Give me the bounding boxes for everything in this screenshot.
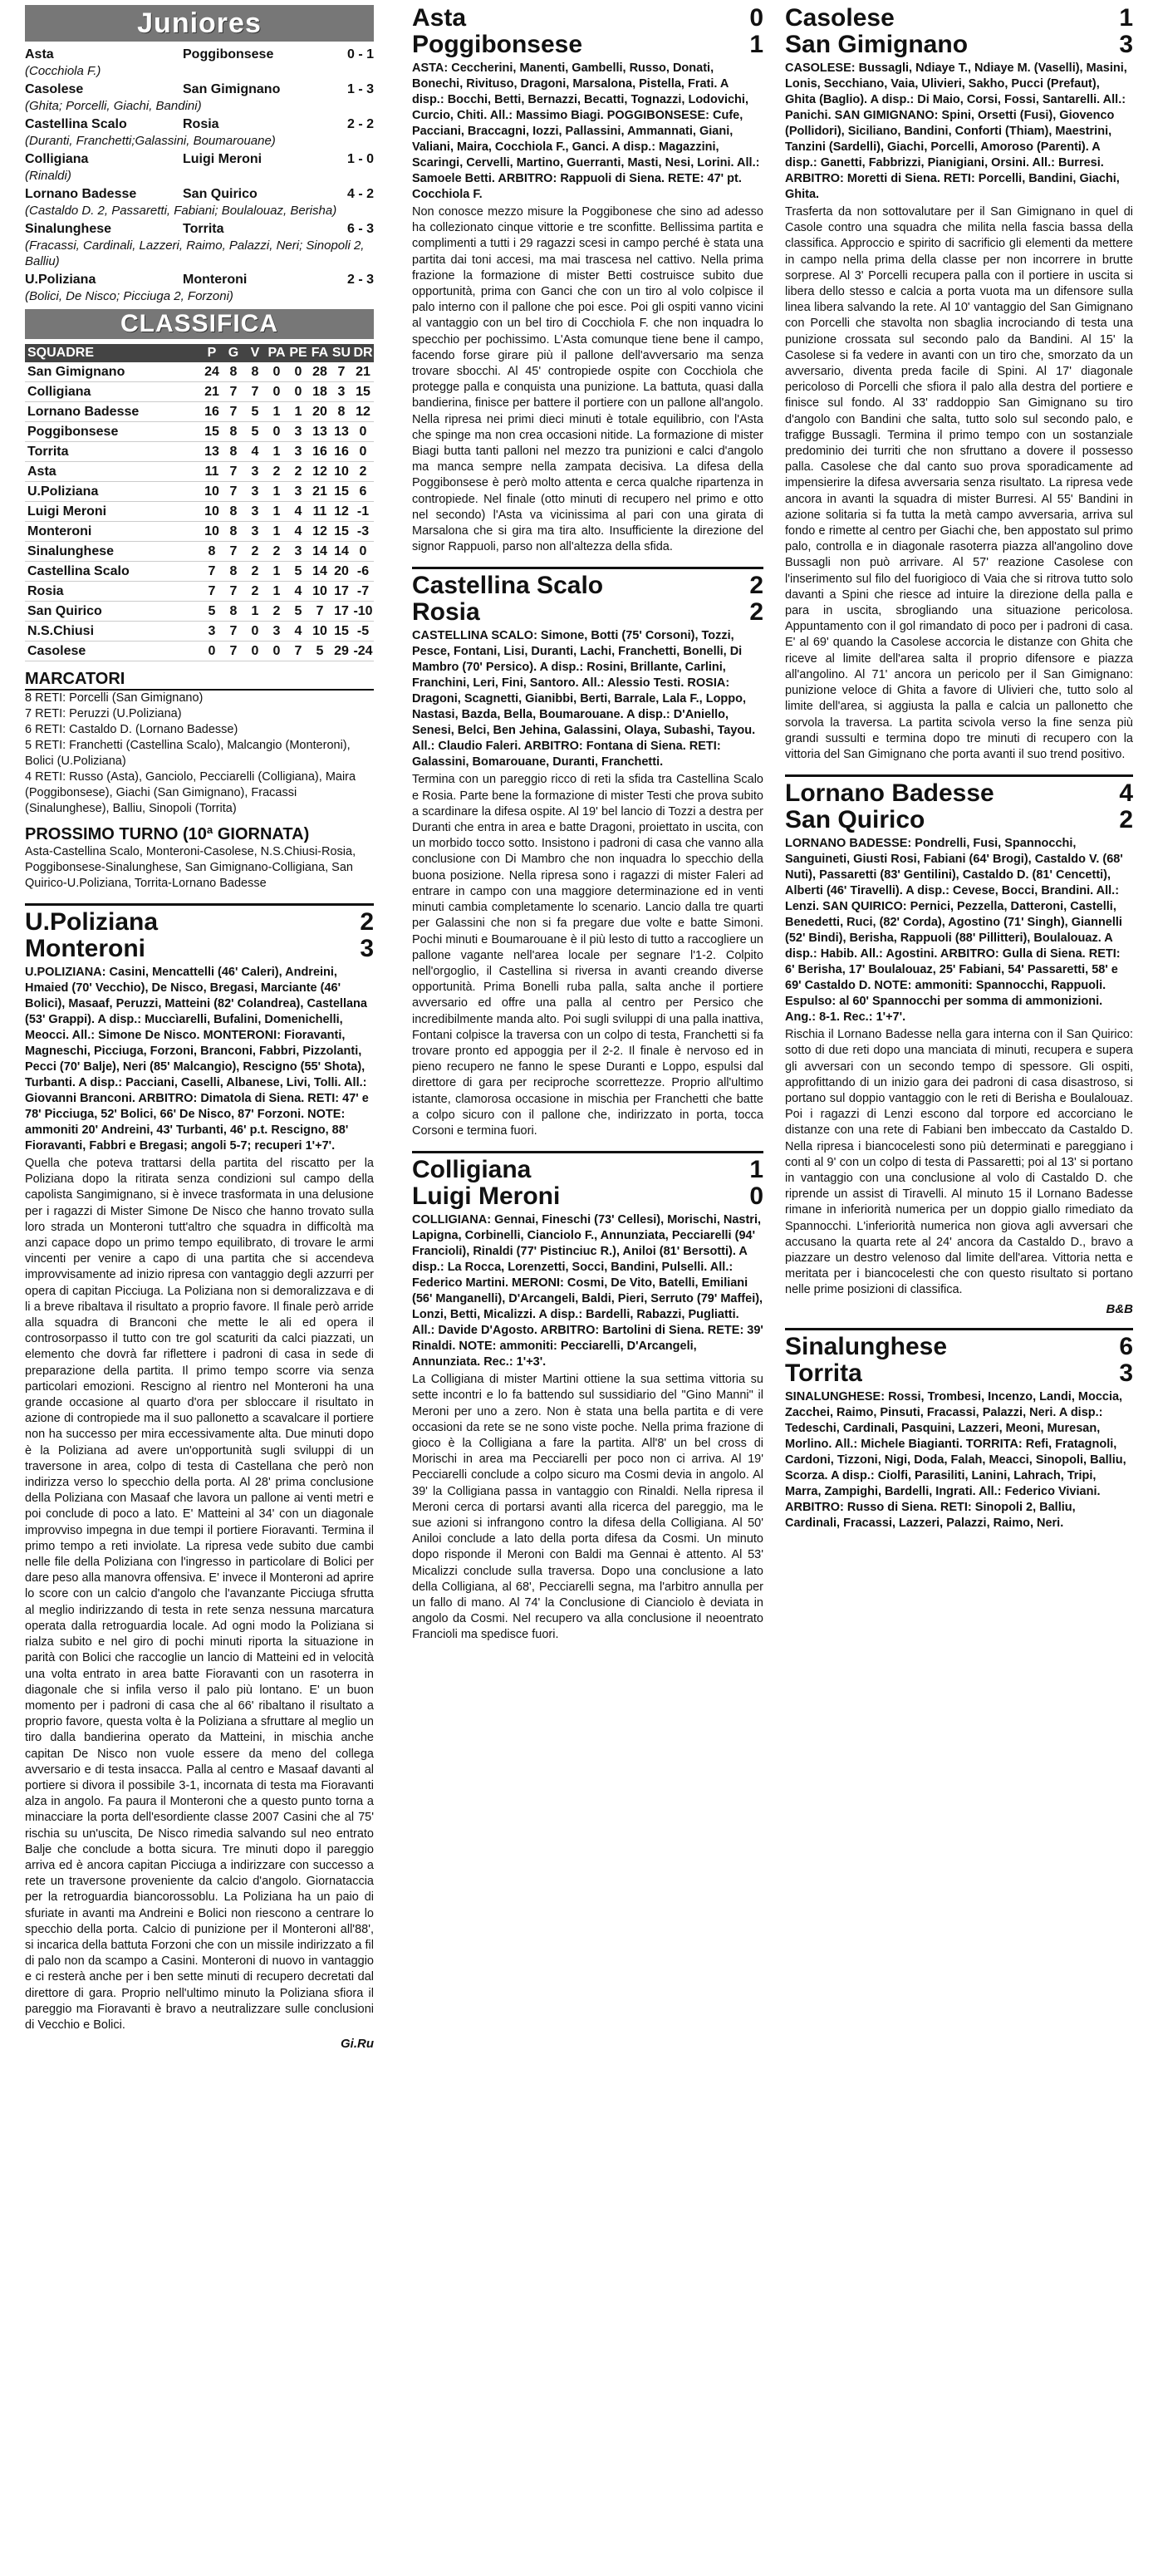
match-asta-poggibonsese <box>412 5 763 555</box>
match-poliziana-monteroni <box>25 903 374 2051</box>
match-away-row: Rosia 2 <box>412 598 763 627</box>
col-pe: PE <box>287 344 309 362</box>
col-pa: PA <box>266 344 287 362</box>
standings-header <box>25 344 374 362</box>
match-lornano-sanquirico <box>785 774 1133 1315</box>
result-row <box>25 272 374 288</box>
standings-cell: 15 <box>352 382 374 402</box>
standings-cell: 11 <box>309 502 331 522</box>
team-name: Asta <box>25 462 201 482</box>
standings-cell: 5 <box>244 422 266 442</box>
standings-cell: 2 <box>244 582 266 602</box>
standings-cell: 20 <box>331 562 352 582</box>
col-v: V <box>244 344 266 362</box>
standings-cell: 15 <box>331 482 352 502</box>
standings-cell: 7 <box>223 382 244 402</box>
standings-cell: 8 <box>223 362 244 382</box>
result-scorers: (Cocchiola F.) <box>25 64 101 78</box>
standings-cell: 0 <box>244 642 266 661</box>
standings-cell: 3 <box>287 442 309 462</box>
standings-cell: 1 <box>266 562 287 582</box>
standings-cell: 8 <box>223 502 244 522</box>
result-score: 6 - 3 <box>346 222 374 236</box>
standings-table <box>25 344 374 661</box>
standings-cell: 7 <box>223 582 244 602</box>
standings-cell: 15 <box>201 422 223 442</box>
result-score: 0 - 1 <box>346 47 374 61</box>
team-name: Sinalunghese <box>25 542 201 562</box>
standings-cell: 3 <box>287 422 309 442</box>
standings-row <box>25 422 374 442</box>
standings-row <box>25 622 374 642</box>
standings-cell: 5 <box>201 602 223 622</box>
match-report: Rischia il Lornano Badesse nella gara interna con il San Quirico: sotto di due reti dopo una manciata di minuti, recupera e supera gli avversari con un secondo tempo di spessore. Gli ospiti, approfittando di un inizio gara dei padroni di casa disastroso, si portano sul doppio vantaggio con le reti di Berisha e Boulalouaz. Poi i ragazzi di Lenzi escono dal torpore ed accorciano le distanze con una rete di Fabiani ben imbeccato da Castaldo D. Nella ripresa i biancocelesti sono più determinati e pareggiano i conti al 9' con un colpo di testa di Passaretti; poi al 13' si portano in vantaggio con una conclusione al volo di Castaldo D. che riprende un assist di Tiravelli. Al minuto 15 il Lornano Badesse rimane in inferiorità numerica per un doppio giallo rimediato da Spannocchi. L'inferiorità numerica non giova agli avversari che accusano la quarta rete al 24' ancora da Castaldo D., bravo a piazzare un destro velenoso dal limite dell'area. Vittoria netta e meritata per i biancocelesti che con questo risultato si portano nelle prime posizioni di classifica. <box>785 1028 1133 1297</box>
standings-cell: -24 <box>352 642 374 661</box>
standings-cell: 7 <box>287 642 309 661</box>
standings-cell: -7 <box>352 582 374 602</box>
standings-cell: 1 <box>266 402 287 422</box>
standings-cell: 12 <box>309 522 331 542</box>
match-home-row: Casolese 1 <box>785 5 1133 32</box>
standings-cell: 8 <box>223 602 244 622</box>
classifica-banner: CLASSIFICA <box>25 309 374 339</box>
standings-cell: 8 <box>244 362 266 382</box>
standings-cell: 3 <box>244 482 266 502</box>
standings-cell: 1 <box>266 482 287 502</box>
standings-cell: 8 <box>331 402 352 422</box>
standings-cell: 0 <box>287 362 309 382</box>
result-scorers: (Fracassi, Cardinali, Lazzeri, Raimo, Palazzi, Neri; Sinopoli 2, Balliu) <box>25 238 365 268</box>
standings-cell: 2 <box>287 462 309 482</box>
standings-cell: 14 <box>309 542 331 562</box>
standings-cell: 12 <box>309 462 331 482</box>
standings-cell: 0 <box>287 382 309 402</box>
standings-cell: 13 <box>331 422 352 442</box>
standings-cell: 15 <box>331 622 352 642</box>
match-away-row: Luigi Meroni 0 <box>412 1182 763 1211</box>
team-name: N.S.Chiusi <box>25 622 201 642</box>
result-away: Monteroni <box>183 273 248 287</box>
standings-cell: 7 <box>223 622 244 642</box>
standings-cell: 24 <box>201 362 223 382</box>
team-name: Poggibonsese <box>25 422 201 442</box>
col-squadre: SQUADRE <box>25 344 201 362</box>
standings-cell: 7 <box>201 582 223 602</box>
result-score: 2 - 3 <box>346 273 374 287</box>
standings-row <box>25 602 374 622</box>
standings-row <box>25 462 374 482</box>
standings-cell: 2 <box>244 562 266 582</box>
result-away: Poggibonsese <box>183 47 274 61</box>
match-lineup: SINALUNGHESE: Rossi, Trombesi, Incenzo, Landi, Moccia, Zacchei, Raimo, Pinsuti, Fracassi, Palazzi, Neri. A disp.: Tedeschi, Cardinali, Pasquini, Lazzeri, Meoni, Muresan, Morlino. All.: Michele Biagianti. TORRITA: Refi, Fratagnoli, Cardoni, Tizzoni, Nigi, Doda, Falah, Meacci, Sinopoli, Balliu, Scorza. A disp.: Ciolfi, Parasiliti, Lanini, Lahrach, Tripi, Marra, Zampighi, Bardelli, Ingrati. All.: Federico Viviani. ARBITRO: Russo di Siena. RETI: Sinopoli 2, Balliu, Cardinali, Fracassi, Lazzeri, Palazzi, Raimo, Neri. <box>785 1389 1126 1530</box>
standings-cell: 6 <box>352 482 374 502</box>
team-name: Lornano Badesse <box>25 402 201 422</box>
standings-row <box>25 482 374 502</box>
standings-cell: 10 <box>201 502 223 522</box>
column-right <box>777 5 1153 2576</box>
match-report: Quella che poteva trattarsi della partita del riscatto per la Poliziana dopo la ritirata senza condizioni sul campo della capolista Sangimignano, si è invece trasformata in una delusione per i ragazzi di Mister Simone De Nisco che hanno trovato sulla loro strada un Monteroni tutt'altro che squadra in difficoltà ma anzi capace dopo un primo tempo equilibrato, di trovare le armi vincenti per venire a capo di una partita che si accendeva improvvisamente ad inizio ripresa con vantaggio degli azzurri per opera di capitan Picciuga. La Poliziana non si demoralizzava e di li a breve ribaltava il risultato a proprio favore. Il finale però arride alla squadra di Branconi che mette le ali ed opera il controsorpasso il tutto con tre gol scaturiti da calci piazzati, un elemento che dovrà far riflettere i padroni di casa in sede di preparazione della partita. Il primo tempo scorre via senza particolari emozioni. Rescigno al rientro nel Monteroni ha una grande occasione al quarto d'ora per sbloccare il risultato in azione di contropiede ma il suo pallonetto a scavalcare il portiere non ha successo per mira eccessivamente alta. Due minuti dopo è la Poliziana ad avere un'opportunità sugli sviluppi di un traversone in area, colpo di testa di Castellana che però non indirizza verso lo specchio della porta. Al 28' prima conclusione della Poliziana con Masaaf che lavora un pallone ai venti metri e poi conclude di poco a lato. E' Matteini al 34' con un diagonale improvviso impegna in due tempi il portiere Fioravanti. Termina il primo tempo a reti inviolate. La ripresa vede subito due cambi nelle file della Poliziana con l'ingresso in particolare di Bolici per dare peso alla manovra offensiva. E' invece il Monteroni ad aprire lo score con un calcio d'angolo che l'avanzante Picciuga sfrutta al meglio indirizzando di testa in rete senza nessuna marcatura operata dalla retroguardia locale. Ad ogni modo la Poliziana si rialza subito e nel giro di pochi minuti riporta la situazione in parità con Bolici che raccoglie un lancio di Matteini ed in velocità una volta entrato in area batte Fioravanti con un rasoterra in diagonale che si infila verso il palo più lontano. E' un buon momento per i padroni di casa che al 66' ribaltano il risultato a proprio favore, questa volta è la Poliziana a sfruttare al meglio un tiro dalla bandierina operato da Matteini, in mischia anche capitan De Nisco non vuole essere da meno del collega avversario e di testa insacca. Palla al centro e Masaaf davanti al portiere si divora il possibile 3-1, incornata di testa ma Fioravanti alza in angolo. Fa paura il Monteroni che a questo punto torna a minacciare la porta dell'esordiente classe 2007 Casini che al 75' rischia su un'uscita, De Nisco rimedia salvando sul neo entrato Balje che conclude a botta sicura. Tre minuti dopo il pareggio arriva ed è ancora capitan Picciuga a indirizzare con successo a rete un traversone proveniente da calcio d'angolo. Giornataccia per la retroguardia biancorossoblu. La Poliziana ha un paio di sfuriate in avanti ma Andreini e Bolici non riescono a centrare lo specchio della porta. Calcio di punizione per il Monteroni all'88', si incarica della battuta Forzoni che con un missile indirizzato a fil di palo non da scampo a Casini. Monteroni di nuovo in vantaggio e ci resterà anche per i ben sette minuti di recupero decretati dal direttore di gara. Proprio nell'ultimo minuto la Poliziana sfiora il pareggio ma Fioravanti è bravo a neutralizzare sulle conclusioni di Vecchio e Bolici. <box>25 1157 374 2032</box>
standings-cell: 5 <box>244 402 266 422</box>
standings-cell: 13 <box>201 442 223 462</box>
standings-cell: 3 <box>266 622 287 642</box>
result-home: Casolese <box>25 82 84 96</box>
standings-cell: 18 <box>309 382 331 402</box>
standings-cell: 28 <box>309 362 331 382</box>
result-scorers: (Rinaldi) <box>25 169 71 183</box>
match-home-row: U.Poliziana 2 <box>25 908 374 936</box>
standings-cell: -6 <box>352 562 374 582</box>
standings-cell: 1 <box>244 602 266 622</box>
standings-row <box>25 582 374 602</box>
standings-cell: 0 <box>352 422 374 442</box>
standings-cell: 20 <box>309 402 331 422</box>
prossimo-turno-heading: PROSSIMO TURNO (10ª GIORNATA) <box>25 825 310 843</box>
result-away: Luigi Meroni <box>183 152 262 166</box>
match-colligiana-meroni <box>412 1151 763 1643</box>
team-name: Torrita <box>25 442 201 462</box>
column-middle <box>387 5 763 2576</box>
standings-cell: 3 <box>244 462 266 482</box>
prossimo-turno-text: Asta-Castellina Scalo, Monteroni-Casolese, N.S.Chiusi-Rosia, Poggibonsese-Sinalunghese, San Gimignano-Colligiana, San Quirico-U.Poliziana, Torrita-Lornano Badesse <box>25 845 356 890</box>
match-home-row: Lornano Badesse 4 <box>785 779 1133 808</box>
match-lineup: CASTELLINA SCALO: Simone, Botti (75' Corsoni), Tozzi, Pesce, Fontani, Lisi, Duranti, Lachi, Franchetti, Bonelli, Di Mambro (70' Persico). A disp.: Rosini, Brillante, Carlini, Franchini, Leri, Fini, Santoro. All.: Alessio Testi. ROSIA: Dragoni, Scagnetti, Gianibbi, Berti, Barrale, Lala F., Loppo, Nastasi, Bazda, Bella, Boumarouane. A disp.: D'Aniello, Senesi, Belci, Ben Jehina, Galassini, Olaya, Subashi, Tayou. All.: Claudio Faleri. ARBITRO: Fontana di Siena. RETI: Galassini, Bomarouane, Duranti, Franchetti. <box>412 629 756 769</box>
standings-cell: 0 <box>266 642 287 661</box>
standings-cell: 5 <box>287 602 309 622</box>
standings-cell: 2 <box>266 542 287 562</box>
standings-cell: 7 <box>223 402 244 422</box>
standings-cell: 14 <box>309 562 331 582</box>
marcatori-line: 6 RETI: Castaldo D. (Lornano Badesse) <box>25 723 238 736</box>
result-home: Colligiana <box>25 152 89 166</box>
match-lineup: COLLIGIANA: Gennai, Fineschi (73' Cellesi), Morischi, Nastri, Lapigna, Corbinelli, Cianciolo F., Annunziata, Pecciarelli (94' Francioli), Rinaldi (77' Pistinciuc R.), Aniloi (81' Bersotti). A disp.: La Rocca, Lorenzetti, Socci, Bandini, Pulselli. All.: Federico Martini. MERONI: Cosmi, De Vito, Batelli, Emiliani (56' Manganelli), D'Arcangeli, Baldi, Pieri, Serruto (79' Maffei), Lonzi, Betti, Micalizzi. A disp.: Bardelli, Rabazzi, Pugliatti. All.: Davide D'Agosto. ARBITRO: Bartolini di Siena. RETE: 39' Rinaldi. NOTE: ammoniti: Pecciarelli, D'Arcangeli, Annunziata. Rec.: 1'+3'. <box>412 1213 763 1369</box>
result-home: Asta <box>25 47 54 61</box>
standings-cell: 1 <box>266 502 287 522</box>
standings-cell: 13 <box>309 422 331 442</box>
col-dr: DR <box>352 344 374 362</box>
author-signature: B&B <box>1106 1301 1133 1316</box>
result-home: U.Poliziana <box>25 273 96 287</box>
standings-cell: 17 <box>331 602 352 622</box>
standings-cell: 21 <box>309 482 331 502</box>
standings-cell: 10 <box>201 522 223 542</box>
standings-cell: 16 <box>309 442 331 462</box>
match-home-row: Asta 0 <box>412 5 763 32</box>
standings-cell: 8 <box>223 422 244 442</box>
standings-cell: 0 <box>266 422 287 442</box>
match-away-row: Torrita 3 <box>785 1359 1133 1387</box>
result-home: Sinalunghese <box>25 222 112 236</box>
standings-cell: 1 <box>266 522 287 542</box>
standings-cell: 10 <box>309 622 331 642</box>
standings-cell: 0 <box>266 362 287 382</box>
result-away: San Gimignano <box>183 82 281 96</box>
standings-cell: 3 <box>201 622 223 642</box>
column-left <box>0 5 374 2576</box>
standings-cell: 11 <box>201 462 223 482</box>
standings-cell: 2 <box>266 462 287 482</box>
standings-cell: -3 <box>352 522 374 542</box>
match-report: La Colligiana di mister Martini ottiene la sua settima vittoria su sette incontri e lo fa battendo sul sussidiario del "Gino Manni" il Meroni per uno a zero. Non è stata una bella partita e di vere occasioni da rete se ne sono viste poche. Nella prima frazione di gioco è la Colligiana a fare la partita. All'8' un bel cross di Morischi in area ma Pecciarelli per poco non ci arriva. Al 19' Pecciarelli conclude a colpo sicuro ma Cosmi devia in angolo. Al 39' la Colligiana passa in vantaggio con Rinaldi. Nella ripresa il Meroni cerca di portarsi avanti alla ricerca del pareggio, ma le sue azioni si infrangono contro la difesa della Colligiana. Al 50' Aniloi conclude a lato della porta difesa da Cosmi. Un minuto dopo risponde il Meroni con Baldi ma Gennai è attento. Al 53' Micalizzi conclude sulla traversa. Dopo una conclusione a lato della Colligiana, al 68', Pecciarelli segna, ma l'arbitro annulla per un fallo di mano. Al 74' la Conclusione di Cianciolo è deviata in angolo da Cosmi. Nel recupero va alla conclusione il neoentrato Francioli ma spedisce fuori. <box>412 1373 763 1642</box>
standings-cell: 0 <box>201 642 223 661</box>
col-g: G <box>223 344 244 362</box>
standings-cell: 7 <box>244 382 266 402</box>
standings-cell: 16 <box>331 442 352 462</box>
result-away: Torrita <box>183 222 224 236</box>
standings-cell: 15 <box>331 522 352 542</box>
result-scorers: (Castaldo D. 2, Passaretti, Fabiani; Boulalouaz, Berisha) <box>25 204 337 218</box>
standings-cell: 10 <box>201 482 223 502</box>
col-f: FA <box>309 344 331 362</box>
standings-cell: 12 <box>352 402 374 422</box>
standings-row <box>25 402 374 422</box>
match-lineup: ASTA: Ceccherini, Manenti, Gambelli, Russo, Donati, Bonechi, Rivituso, Dragoni, Marsalona, Pistella, Frati. A disp.: Bocchi, Betti, Bernazzi, Becatti, Tognazzi, Lodovichi, Curcio, Chiti. All.: Massimo Biagi. POGGIBONSESE: Cufe, Pacciani, Braccagni, Iozzi, Pallassini, Ammannati, Giani, Valiani, Maira, Cocchiola F., Ganci. A disp.: Magazzini, Scaringi, Cervelli, Martino, Guerranti, Masti, Nesi, Lorini. All.: Samoele Betti. ARBITRO: Rappuoli di Siena. RETE: 47' pt. Cocchiola F. <box>412 61 760 201</box>
standings-cell: 3 <box>244 502 266 522</box>
standings-cell: 5 <box>287 562 309 582</box>
standings-cell: 3 <box>331 382 352 402</box>
standings-cell: 3 <box>287 542 309 562</box>
standings-cell: 8 <box>223 562 244 582</box>
result-home: Lornano Badesse <box>25 187 137 201</box>
result-away: San Quirico <box>183 187 258 201</box>
standings-cell: 17 <box>331 582 352 602</box>
standings-cell: 7 <box>223 482 244 502</box>
result-away: Rosia <box>183 117 219 131</box>
standings-cell: 3 <box>244 522 266 542</box>
standings-cell: 0 <box>266 382 287 402</box>
col-p: P <box>201 344 223 362</box>
match-report: Trasferta da non sottovalutare per il San Gimignano in quel di Casole contro una squadra che milita nella fascia bassa della classifica. Approccio e spirito di sacrificio gli elementi da mettere in campo nella prima della classe per non incorrere in brutte sorprese. Al 3' Porcelli recupera palla con il portiere in uscita si libera dello stesso e calcia a porta vuota ma un difensore sulla linea libera salvando la rete. Al 10' vantaggio del San Gimignano con Porcelli che stavolta non sbaglia incrociando di testa una punizione crossata sul secondo palo da Bandini. Al 15' la Casolese si fa vedere in avanti con un tiro che, smorzato da un avversario, diventa preda facile di Spini. Al 17' diagonale pericoloso di Porcelli che sfiora il palo alla destra del portiere e finisce sul fondo. Al 33' raddoppio San Gimignano su tiro d'angolo con Bandini che salta, tutto solo sul secondo palo, e trafigge Bussagli. Termina il primo tempo con un sostanziale predominio dei turriti che non sfruttano a dovere il possesso palla. Casolese che dal canto suo prova sporadicamente ad impensierire la difesa avversaria senza risultato. La ripresa vede ancora in avanti la squadra di mister Burresi. Al 55' Bandini in azione solitaria si fa tutta la metà campo avversaria, arriva sul fondo e rimette al centro per Giachi che, ben appostato sul primo palo, controlla e in diagonale rasoterra piazza all'angolino dove Bussagli non può arrivare. Al 57' reazione Casolese con l'inserimento sul filo del fuorigioco di Vaia che si ritrova tutto solo davanti a Spini che riesce ad intuire la direzione della palla e para in uscita, sbrogliando una situazione pericolosa. Appuntamento con il gol rimandato di poco per i padroni di casa. E' al 69' quando la Casolese accorcia le distanze con Ghita che riceve al limite dell'area salta il proprio difensore e piazza all'angolino. Al 71' ancora un pericolo per il San Gimignano: punizione veloce di Ghita a favore di Ulivieri che, tutto solo al limite dell'area, si aggiusta la palla e calcia un pallonetto che sorvola la traversa. La partita scivola verso la fine senza più grandi sussulti e termina dopo tre minuti di recupero con la vittoria del San Gimignano che porta avanti il suo trend positivo. <box>785 205 1133 761</box>
marcatori-heading: MARCATORI <box>25 670 374 691</box>
match-away-row: Monteroni 3 <box>25 935 374 962</box>
match-lineup: CASOLESE: Bussagli, Ndiaye T., Ndiaye M. (Vaselli), Masini, Lonis, Secchiano, Vaia, Ulivieri, Sakho, Pucci (Prefaut), Ghita (Baglio). A disp.: Di Maio, Corsi, Fossi, Santarelli. All.: Panichi. SAN GIMIGNANO: Spini, Orsetti (Fusi), Giovenco (Pollidori), Siciliano, Bandini, Conforti (Thiam), Maestrini, Tanzini (Sardelli), Giachi, Porcelli, Amoroso (Parenti). A disp.: Ganetti, Fabbrizzi, Pianigiani, Orsini. All.: Burresi. ARBITRO: Moretti di Siena. RETI: Porcelli, Bandini, Giachi, Ghita. <box>785 61 1127 201</box>
standings-cell: -5 <box>352 622 374 642</box>
team-name: Casolese <box>25 642 201 661</box>
team-name: Luigi Meroni <box>25 502 201 522</box>
col-su: SU <box>331 344 352 362</box>
standings-cell: 1 <box>266 582 287 602</box>
standings-cell: 8 <box>223 522 244 542</box>
standings-row <box>25 522 374 542</box>
standings-row <box>25 382 374 402</box>
match-report: Non conosce mezzo misure la Poggibonese che sino ad adesso ha collezionato cinque vittorie e tre sconfitte. Bellissima partita e complimenti a tutti i 29 ragazzi scesi in campo perché è stata una partita dai toni accesi, ma mai trascesa nel cattivo. Nella prima frazione la formazione di mister Betti costruisce subito due opportunità, prima con Ganci che con un tiro al volo colpisce il palo interno con il pallone che poi esce. Poi gli ospiti vanno vicini al vantaggio con un bel tiro di Cocchiola F. che non inquadra lo specchio per pochissimo. L'Asta comunque tiene bene il campo, facendo forse girare più il pallone dell'avversario ma senza trovare sbocchi. Al 45' contropiede ospite con Cocchiola che protegge palla e conquista una punizione. La battuta, quasi dalla bandierina, finisce per battere il portiere con un pallone all'angolo. Nella ripresa nei primi dieci minuti è totale equilibrio, con l'Asta che spinge ma non crea occasioni nitide. La formazione di mister Biagi butta tanti palloni nel mezzo tra punizioni e calci d'angolo ma manca sempre nella zampata decisiva. La difesa della Poggibonsese è però molto attenta e cerca qualche ripartenza in contropiede. Nel finale (otto minuti di recupero nel primo e otto nel secondo) l'Asta va vicinissima al pari con una girata di Marsalona che si gira ma tira alto. Insufficiente la direzione del signor Rappuoli, parso non all'altezza della sfida. <box>412 205 763 554</box>
standings-cell: 10 <box>309 582 331 602</box>
standings-cell: 1 <box>266 442 287 462</box>
standings-row <box>25 362 374 382</box>
team-name: Rosia <box>25 582 201 602</box>
match-lineup: U.POLIZIANA: Casini, Mencattelli (46' Caleri), Andreini, Hmaied (70' Vecchio), De Nisco, Bregasi, Marciante (46' Bolici), Masaaf, Peruzzi, Matteini (82' Colandrea), Castellana (53' Grappi). A disp.: Muccìarelli, Bufalini, Domenichelli, Meocci. All.: Simone De Nisco. MONTERONI: Fioravanti, Magneschi, Picciuga, Forzoni, Branconi, Fabbri, Pizzolanti, Pecci (70' Balje), Neri (85' Malcangio), Rescigno (55' Shota), Turbanti. A disp.: Pacciani, Caselli, Albanese, Livi, Tolli. All.: Giovanni Branconi. ARBITRO: Dimatola di Siena. RETI: 47' e 78' Picciuga, 52' Bolici, 66' De Nisco, 87' Forzoni. NOTE: ammoniti 20' Andreini, 43' Turbanti, 46' p.t. Rescigno, 88' Fioravanti, Fabbri e Bregasi; angoli 5-7; recuperi 1'+7'. <box>25 966 369 1153</box>
team-name: Colligiana <box>25 382 201 402</box>
standings-body <box>25 362 374 661</box>
result-score: 1 - 3 <box>346 82 374 96</box>
standings-cell: 8 <box>201 542 223 562</box>
standings-cell: 0 <box>352 542 374 562</box>
match-home-row: Colligiana 1 <box>412 1156 763 1184</box>
standings-cell: 2 <box>266 602 287 622</box>
juniores-banner: Juniores <box>25 5 374 42</box>
result-home: Castellina Scalo <box>25 117 127 131</box>
standings-row <box>25 442 374 462</box>
match-sinalunghese-torrita <box>785 1328 1133 1531</box>
standings-cell: 16 <box>201 402 223 422</box>
match-away-row: Poggibonsese 1 <box>412 31 763 58</box>
standings-cell: -10 <box>352 602 374 622</box>
standings-cell: 7 <box>309 602 331 622</box>
match-lineup: LORNANO BADESSE: Pondrelli, Fusi, Spannocchi, Sanguineti, Giusti Rosi, Fabiani (64' Brogi), Castaldo V. (68' Nuti), Passaretti (83' Gentilini), Castaldo D. (81' Cencetti), Alberti (46' Tiravelli). A disp.: Cevese, Bocci, Brandini. All.: Lenzi. SAN QUIRICO: Pernici, Pezzella, Datteroni, Castelli, Benedetti, Ruci, (82' Corda), Agostino (71' Singh), Giannelli (52' Bindi), Berisha, Rappuoli (88' Pillitteri), Boulalouaz. A disp.: Habib. All.: Agostini. ARBITRO: Gulla di Siena. RETI: 6' Berisha, 17' Boulalouaz, 25' Fabiani, 54' Passaretti, 58' e 69' Castaldo D. NOTE: ammoniti: Spannocchi, Rappuoli. Espulso: al 60' Spannocchi per somma di ammonizioni. Ang.: 8-1. Rec.: 1'+7'. <box>785 837 1123 1025</box>
standings-cell: 29 <box>331 642 352 661</box>
standings-cell: 7 <box>331 362 352 382</box>
match-casolese-sangimignano <box>785 5 1133 763</box>
standings-cell: -1 <box>352 502 374 522</box>
standings-row <box>25 502 374 522</box>
standings-cell: 0 <box>244 622 266 642</box>
standings-cell: 4 <box>244 442 266 462</box>
standings-row <box>25 542 374 562</box>
match-home-row: Sinalunghese 6 <box>785 1332 1133 1360</box>
standings-cell: 7 <box>223 642 244 661</box>
standings-cell: 7 <box>201 562 223 582</box>
standings-cell: 5 <box>309 642 331 661</box>
marcatori-line: 5 RETI: Franchetti (Castellina Scalo), Malcangio (Monteroni), Bolici (U.Poliziana) <box>25 739 351 768</box>
standings-cell: 4 <box>287 622 309 642</box>
standings-cell: 14 <box>331 542 352 562</box>
marcatori-line: 8 RETI: Porcelli (San Gimignano) <box>25 691 204 705</box>
standings-cell: 1 <box>287 402 309 422</box>
team-name: San Quirico <box>25 602 201 622</box>
standings-cell: 4 <box>287 502 309 522</box>
team-name: U.Poliziana <box>25 482 201 502</box>
standings-cell: 8 <box>223 442 244 462</box>
standings-cell: 21 <box>201 382 223 402</box>
standings-cell: 4 <box>287 582 309 602</box>
standings-cell: 21 <box>352 362 374 382</box>
standings-cell: 0 <box>352 442 374 462</box>
standings-cell: 7 <box>223 542 244 562</box>
result-score: 2 - 2 <box>346 117 374 131</box>
marcatori-line: 4 RETI: Russo (Asta), Ganciolo, Pecciarelli (Colligiana), Maira (Poggibonsese), Giachi (San Gimignano), Fracassi (Sinalunghese), Balliu, Sinopoli (Torrita) <box>25 770 356 815</box>
result-scorers: (Bolici, De Nisco; Picciuga 2, Forzoni) <box>25 289 233 303</box>
author-signature: Gi.Ru <box>341 2037 374 2052</box>
standings-cell: 10 <box>331 462 352 482</box>
result-row <box>25 151 374 168</box>
standings-cell: 2 <box>352 462 374 482</box>
result-scorers: (Duranti, Franchetti;Galassini, Boumarouane) <box>25 134 276 148</box>
standings-cell: 4 <box>287 522 309 542</box>
standings-cell: 3 <box>287 482 309 502</box>
team-name: Castellina Scalo <box>25 562 201 582</box>
result-row <box>25 47 374 63</box>
standings-cell: 7 <box>223 462 244 482</box>
match-away-row: San Gimignano 3 <box>785 31 1133 58</box>
standings-cell: 12 <box>331 502 352 522</box>
marcatori-line: 7 RETI: Peruzzi (U.Poliziana) <box>25 707 182 720</box>
match-report: Termina con un pareggio ricco di reti la sfida tra Castellina Scalo e Rosia. Parte bene la formazione di mister Testi che prova subito a scardinare la difesa ospite. Al 19' bel lancio di Tozzi a destra per Duranti che entra in area e batte Dragoni, proiettato in uscita, con un morbido tocco sotto. Insistono i padroni di casa che vanno alla conclusione con Di Mambro che non inquadra lo specchio della buona posizione. Nella ripresa sono i ragazzi di mister Faleri ad entrare in campo con una maggiore determinazione ed in venti minuti cambia completamente lo scenario. Lancio dalla tre quarti per Galassini che non si fa pregare due volte e batte Simoni. Pochi minuti e Boumarouane è il più lesto di tutto a raccogliere un pallone vagante nell'area locale per segnare l'1-2. Colpito nell'orgoglio, il Castellina si riversa in avanti creando diverse opportunità. Prima Bonelli ruba palla, salta anche il portiere avversario ed offre una palla al centro per Persico che incredibilmente manda alto. Poi sugli sviluppi di una palla inattiva, Fontani colpisce la traversa con un colpo di testa, Franchetti si fa trovare pronto ed appoggia per il 2-2. Il finale è nervoso ed in pieno recupero ne fanno le spese Duranti e Loppo, espulsi dal direttore di gara per reciproche scorrettezze. Proprio all'ultimo istante, clamorosa occasione in mischia per Franchetti che batte a colpo sicuro con il pallone che, indirizzato in porta, tocca Corsoni e termina fuori. <box>412 773 763 1138</box>
standings-cell: 2 <box>244 542 266 562</box>
result-row <box>25 81 374 98</box>
match-away-row: San Quirico 2 <box>785 806 1133 834</box>
match-castellina-rosia <box>412 567 763 1139</box>
standings-row <box>25 562 374 582</box>
result-score: 1 - 0 <box>346 152 374 166</box>
standings-row <box>25 642 374 661</box>
results-list <box>25 47 374 304</box>
team-name: Monteroni <box>25 522 201 542</box>
result-row <box>25 221 374 238</box>
result-scorers: (Ghita; Porcelli, Giachi, Bandini) <box>25 99 202 113</box>
marcatori-list <box>25 691 374 817</box>
result-score: 4 - 2 <box>346 187 374 201</box>
team-name: San Gimignano <box>25 362 201 382</box>
result-row <box>25 116 374 133</box>
result-row <box>25 186 374 203</box>
match-home-row: Castellina Scalo 2 <box>412 572 763 600</box>
